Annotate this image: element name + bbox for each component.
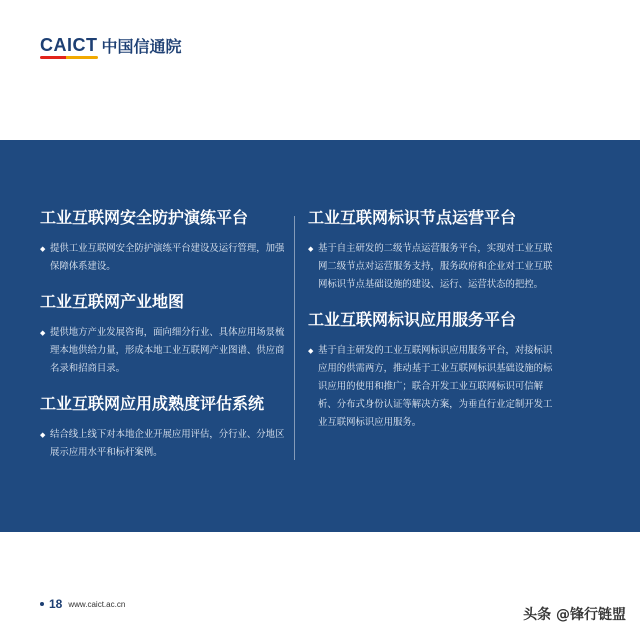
section-title: 工业互联网标识节点运营平台 [308,208,517,227]
logo-swoosh [40,56,98,59]
section-bullet [308,342,558,432]
logo-chinese-name: 中国信通院 [101,36,182,56]
diamond-bullet-icon: ◆ [308,245,314,253]
page-footer [40,597,125,611]
right-column [308,208,558,448]
content-panel [0,140,640,532]
section-bullet [40,426,286,462]
section-security-drill [40,208,286,276]
section-title: 工业互联网产业地图 [40,292,185,311]
section-text: 结合线上线下对本地企业开展应用评估，分行业、分地区展示应用水平和标杆案例。 [50,429,285,458]
section-bullet [40,324,286,378]
diamond-bullet-icon: ◆ [40,431,46,439]
caict-logo [40,34,182,56]
logo-wordmark: CAICT [40,35,98,56]
section-bullet [308,240,558,294]
section-title: 工业互联网标识应用服务平台 [308,310,517,329]
section-bullet [40,240,286,276]
watermark: 头条 @锋行链盟 [523,607,626,623]
bullet-dot-icon [40,602,44,606]
section-maturity-assessment [40,394,286,462]
section-text: 提供地方产业发展咨询，面向细分行业、具体应用场景梳理本地供给力量，形成本地工业互联网产业图谱、供应商名录和招商目录。 [50,327,285,374]
section-application-service [308,310,558,432]
diamond-bullet-icon: ◆ [40,329,46,337]
section-text: 基于自主研发的工业互联网标识应用服务平台，对接标识应用的供需两方，推动基于工业互联网标识基础设施的标识应用的使用和推广；联合开发工业互联网标识可信解析、分布式身份认证等解决方案，为垂直行业定制开发工业互联网标识应用服务。 [318,345,553,428]
page-number: 18 [49,597,63,611]
diamond-bullet-icon: ◆ [308,347,314,355]
column-divider [294,216,295,460]
left-column [40,208,286,478]
footer-url: www.caict.ac.cn [68,599,126,609]
diamond-bullet-icon: ◆ [40,245,46,253]
section-title: 工业互联网应用成熟度评估系统 [40,394,265,413]
section-title: 工业互联网安全防护演练平台 [40,208,249,227]
section-industry-map [40,292,286,378]
section-text: 基于自主研发的二级节点运营服务平台，实现对工业互联网二级节点对运营服务支持，服务政府和企业对工业互联网标识节点基础设施的建设、运行、运营状态的把控。 [318,243,553,290]
section-node-operation [308,208,558,294]
section-text: 提供工业互联网安全防护演练平台建设及运行管理，加强保障体系建设。 [50,243,285,272]
